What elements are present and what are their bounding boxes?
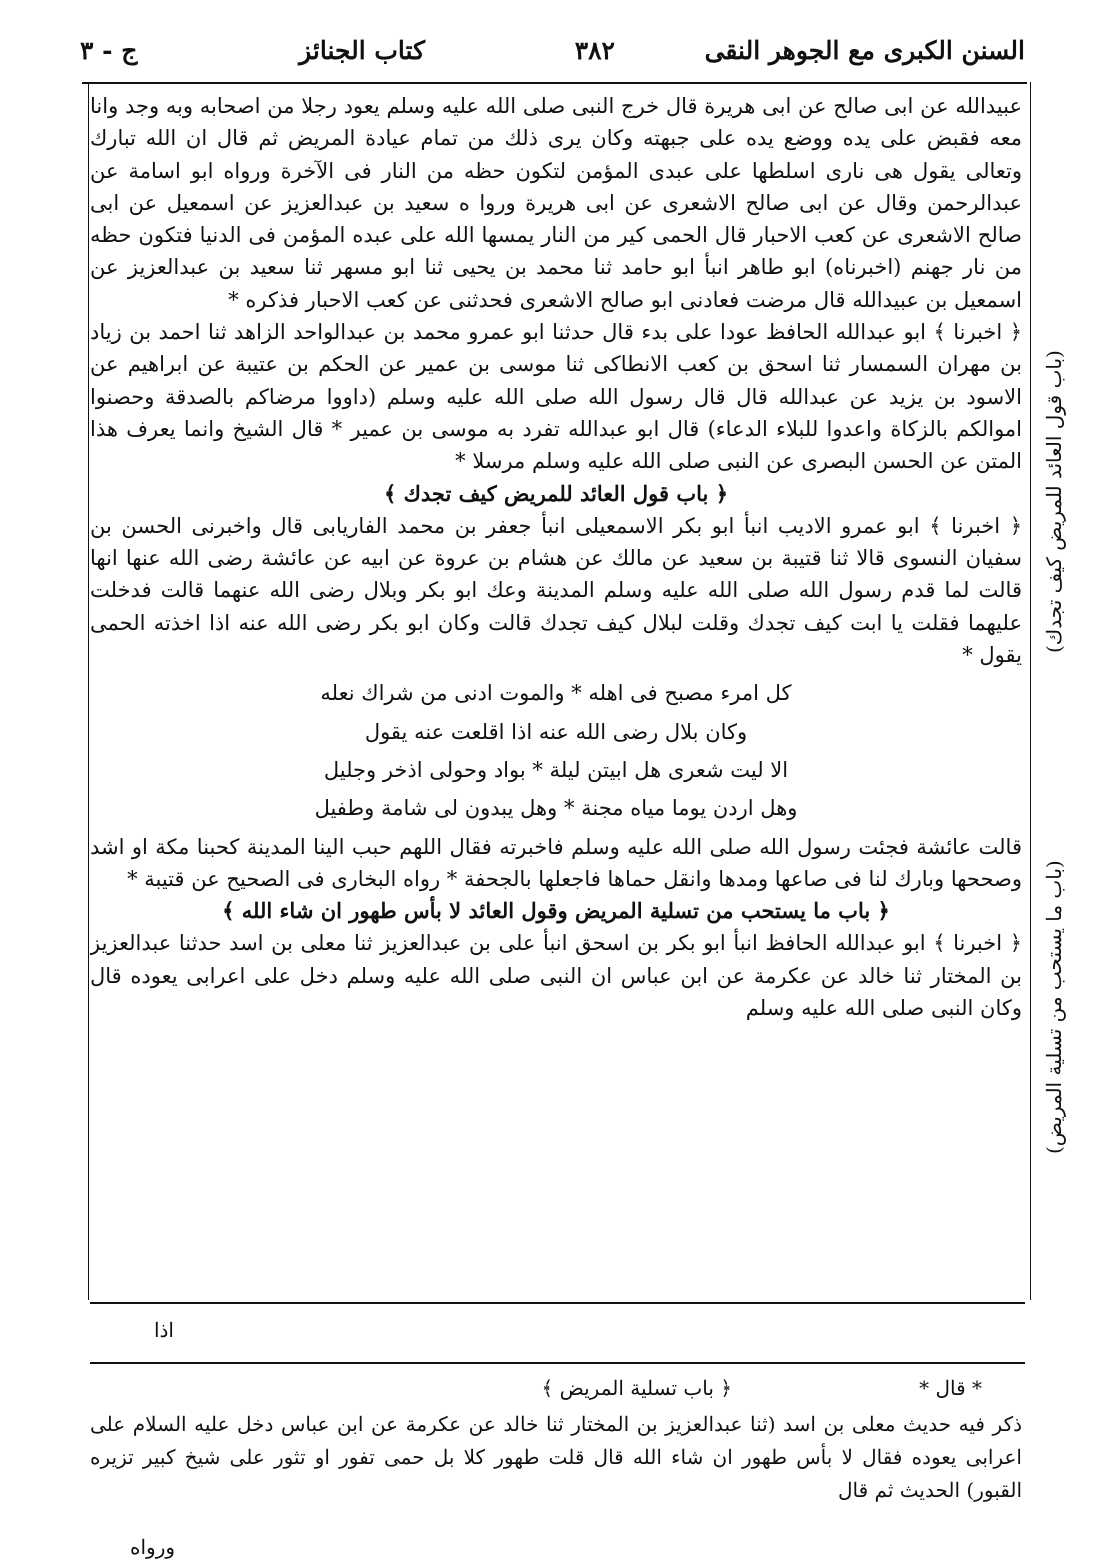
- margin-note: (باب قول العائد للمريض كيف تجدك): [1042, 350, 1066, 653]
- poem-verse: الا ليت شعرى هل ابيتن ليلة * بواد وحولى اذخر وجليل: [323, 757, 789, 782]
- commentary-paragraph: ذكر فيه حديث معلى بن اسد (ثنا عبدالعزيز بن المختار ثنا خالد عن عكرمة عن ابن عباس دخل عليه السلام على اعرابى يعوده فقال لا بأس طهور ان شاء الله قال قلت طهور كلا بل حمى تفور او تثور على شيخ كبير تزيره القبور) الحديث ثم قال: [90, 1412, 1022, 1502]
- header-rule: [82, 82, 1027, 84]
- commentary-heading: ﴿ باب تسلية المريض ﴾: [541, 1376, 732, 1400]
- paragraph: ﴿ اخبرنا ﴾ ابو عبدالله الحافظ عودا على بدء قال حدثنا ابو عمرو محمد بن عبدالواحد الزاهد ثنا احمد بن زياد بن مهران السمسار ثنا اسحق بن كعب الانطاكى ثنا موسى بن عمير عن الحكم بن عتيبة عن ابراهيم عن الاسود بن يزيد عن عبدالله قال قال رسول الله صلى الله عليه وسلم (داووا مرضاكم بالصدقة وحصنوا اموالكم بالزكاة واعدوا للبلاء الدعاء) قال ابو عبدالله تفرد به موسى بن عمير * قال الشيخ وانما يعرف هذا المتن عن الحسن البصرى عن النبى صلى الله عليه وسلم مرسلا *: [90, 320, 1022, 474]
- book-title: السنن الكبرى مع الجوهر النقى: [704, 36, 1025, 65]
- main-text: [90, 90, 1022, 1300]
- footnote-rule: [90, 1302, 1025, 1304]
- margin-note: (باب ما يستحب من تسلية المريض): [1042, 860, 1066, 1154]
- volume-number: ج - ٣: [80, 36, 138, 65]
- commentary-header: [90, 1372, 1022, 1408]
- commentary-qala: * قال *: [919, 1376, 982, 1400]
- commentary-section: [90, 1372, 1022, 1522]
- section-heading: ﴿ باب ما يستحب من تسلية المريض وقول العائد لا بأس طهور ان شاء الله ﴾: [222, 898, 890, 924]
- section-heading: ﴿ باب قول العائد للمريض كيف تجدك ﴾: [383, 480, 729, 506]
- page-number: ٣٨٢: [574, 36, 615, 65]
- right-column-rule: [1030, 82, 1031, 1300]
- catchword: اذا: [153, 1318, 174, 1342]
- paragraph: ﴿ اخبرنا ﴾ ابو عمرو الاديب انبأ ابو بكر الاسمعيلى انبأ جعفر بن محمد الفاريابى قال واخبرنى الحسن بن سفيان النسوى قالا ثنا قتيبة بن سعيد عن مالك عن هشام بن عروة عن ابيه عن عائشة رضى الله عنها انها قالت لما قدم رسول الله صلى الله عليه وسلم المدينة وعك ابو بكر وبلال رضى الله عنهما قالت فدخلت عليهما فقلت يا ابت كيف تجدك وقلت لبلال كيف تجدك قالت وكان ابو بكر رضى الله عنه اذا اخذته الحمى يقول *: [90, 513, 1022, 668]
- bottom-catchword: ورواه: [130, 1535, 176, 1559]
- left-column-rule: [88, 82, 89, 1300]
- paragraph: قالت عائشة فجئت رسول الله صلى الله عليه وسلم فاخبرته فقال اللهم حبب الينا المدينة كحبنا مكة او اشد وصححها وبارك لنا فى صاعها ومدها وانقل حماها فاجعلها بالجحفة * رواه البخارى فى الصحيح عن قتيبة *: [90, 834, 1022, 891]
- footnote-rule: [90, 1362, 1025, 1364]
- chapter-title: كتاب الجنائز: [299, 36, 425, 65]
- poem-intro: وكان بلال رضى الله عنه اذا اقلعت عنه يقول: [364, 719, 748, 744]
- page-header: [80, 36, 1025, 80]
- poem-verse: وهل اردن يوما مياه مجنة * وهل يبدون لى شامة وطفيل: [314, 796, 798, 821]
- poem-verse: كل امرء مصبح فى اهله * والموت ادنى من شراك نعله: [320, 681, 792, 706]
- paragraph: عبيدالله عن ابى صالح عن ابى هريرة قال خرج النبى صلى الله عليه وسلم يعود رجلا من اصحابه وبه وجد وانا معه فقبض على يده ووضع يده على جبهته وكان يرى ذلك من تمام عيادة المريض ثم قال ان الله تبارك وتعالى يقول هى نارى اسلطها على عبدى المؤمن لتكون حظه من النار فى الآخرة ورواه ابو اسامة عن عبدالرحمن وقال عن ابى صالح الاشعرى عن ابى هريرة وروا ه سعيد بن عبدالعزيز عن اسمعيل عن ابى صالح الاشعرى عن كعب الاحبار قال الحمى كير من النار يمسها الله على عبده المؤمن فى الدنيا فتكون حظه من نار جهنم (اخبرناه) ابو طاهر انبأ ابو حامد ثنا محمد بن يحيى ثنا ابو مسهر ثنا سعيد بن عبدالعزيز عن اسمعيل بن عبيدالله قال مرضت فعادنى ابو صالح الاشعرى فحدثنى عن كعب الاحبار فذكره *: [90, 94, 1022, 312]
- paragraph: ﴿ اخبرنا ﴾ ابو عبدالله الحافظ انبأ ابو بكر بن اسحق انبأ على بن عبدالعزيز ثنا معلى بن اسد حدثنا عبدالعزيز بن المختار ثنا خالد عن عكرمة عن ابن عباس ان النبى صلى الله عليه وسلم دخل على اعرابى يعوده قال وكان النبى صلى الله عليه وسلم: [90, 931, 1022, 1021]
